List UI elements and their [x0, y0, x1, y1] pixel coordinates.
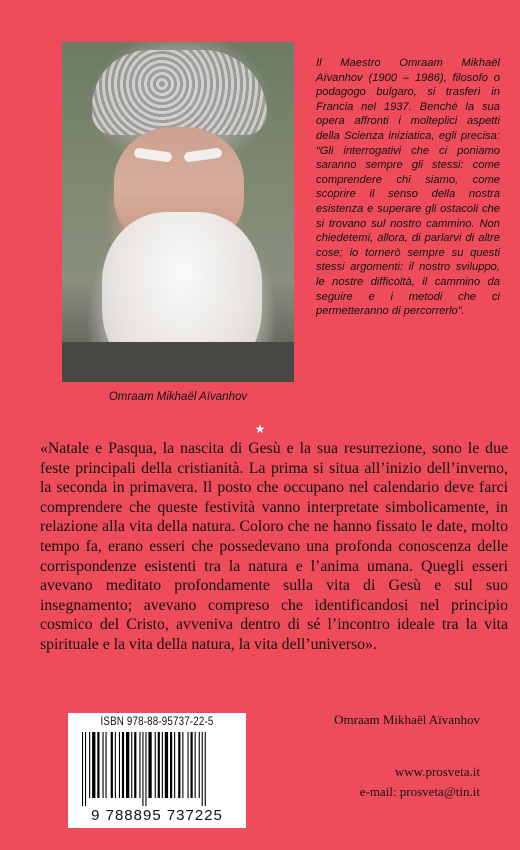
email-link[interactable]: e-mail: prosveta@tin.it	[359, 784, 480, 799]
barcode-bar	[89, 732, 90, 798]
barcode-bar	[126, 732, 129, 798]
barcode-bar	[158, 732, 160, 798]
website-link[interactable]: www.prosveta.it	[394, 764, 480, 779]
barcode-bar	[134, 732, 136, 798]
barcode-bar	[122, 732, 124, 798]
barcode-bar	[115, 732, 116, 798]
barcode-bar	[174, 732, 175, 798]
barcode-bar	[202, 732, 203, 806]
barcode-bar	[131, 732, 132, 798]
star-separator: ★	[254, 422, 266, 436]
barcode-bar	[97, 732, 99, 798]
barcode-bar	[139, 732, 140, 798]
barcode-bar	[165, 732, 168, 798]
barcode-bar	[162, 732, 163, 798]
barcode-bar	[182, 732, 183, 798]
back-cover-quote: «Natale e Pasqua, la nascita di Gesù e la sua resurrezione, sono le due feste principali della cristianità. La prima si situa all’inizio dell’inverno, la seconda in primavera. Il posto che occupano nel calendario deve farci comprendere che queste festività vanno interpretate simbolicamente, in relazione alla vita della natura. Coloro che ne hanno fissato le date, molto tempo fa, erano esseri che possedevano una profonda conoscenza delle corrispondenze esistenti tra la natura e l’anima umana. Quegli esseri avevano meditato profondamente sulla vita di Gesù e sul suo insegnamento; avevano compreso che identificandosi nel principio cosmico del Cristo, avveniva dentro di sé l’incontro ideale tra la vita spirituale e la vita della natura, la vita dell’universo».	[40, 440, 508, 653]
isbn-label: ISBN 978-88-95737-22-5	[100, 716, 214, 728]
barcode-bar	[82, 732, 83, 806]
author-bio: Il Maestro Omraam Mikhaël Aïvanhov (1900 – 1986), filosofo o podagogo bulgaro, si trasferì in Francia nel 1937. Benché la sua opera affronti i molteplici aspetti della Scienza iniziatica, egli precisa: “Gli interrogativi che ci poniamo saranno sempre gli stessi: come comprendere chi siamo, come scoprire il senso della nostra esistenza e superare gli ostacoli che si trovano sul nostro cammino. Non chiedetemi, allora, di parlarvi di altre cose; io tornerò sempre su questi stessi argomenti: il nostro sviluppo, le nostre difficoltà, il cammino da seguire e i metodi che ci permetteranno di percorrerlo”.	[316, 57, 500, 318]
barcode-bar	[191, 732, 193, 798]
barcode-bars	[80, 732, 238, 806]
quote-signature: Omraam Mikhaël Aïvanhov	[334, 712, 480, 727]
barcode-bar	[199, 732, 200, 798]
hat-shape	[92, 50, 267, 135]
barcode-bar	[106, 732, 107, 798]
photo-caption: Omraam Mikhaël Aïvanhov	[108, 391, 248, 403]
author-photo	[62, 42, 294, 382]
barcode-bar	[188, 732, 189, 798]
barcode-bar	[170, 732, 172, 798]
barcode-bar	[103, 732, 104, 798]
coat-shape	[62, 342, 294, 382]
barcode-bar	[195, 732, 196, 798]
barcode-digits: 9 788895 737225	[91, 807, 223, 824]
barcode-bar	[92, 732, 95, 798]
barcode-bar	[145, 732, 146, 806]
isbn-barcode	[68, 713, 246, 828]
barcode-bar	[178, 732, 180, 798]
barcode-bar	[85, 732, 86, 806]
barcode-bar	[142, 732, 143, 806]
barcode-bar	[111, 732, 113, 798]
barcode-bar	[119, 732, 120, 798]
barcode-bar	[148, 732, 151, 798]
barcode-bar	[155, 732, 156, 798]
barcode-bar	[205, 732, 206, 806]
